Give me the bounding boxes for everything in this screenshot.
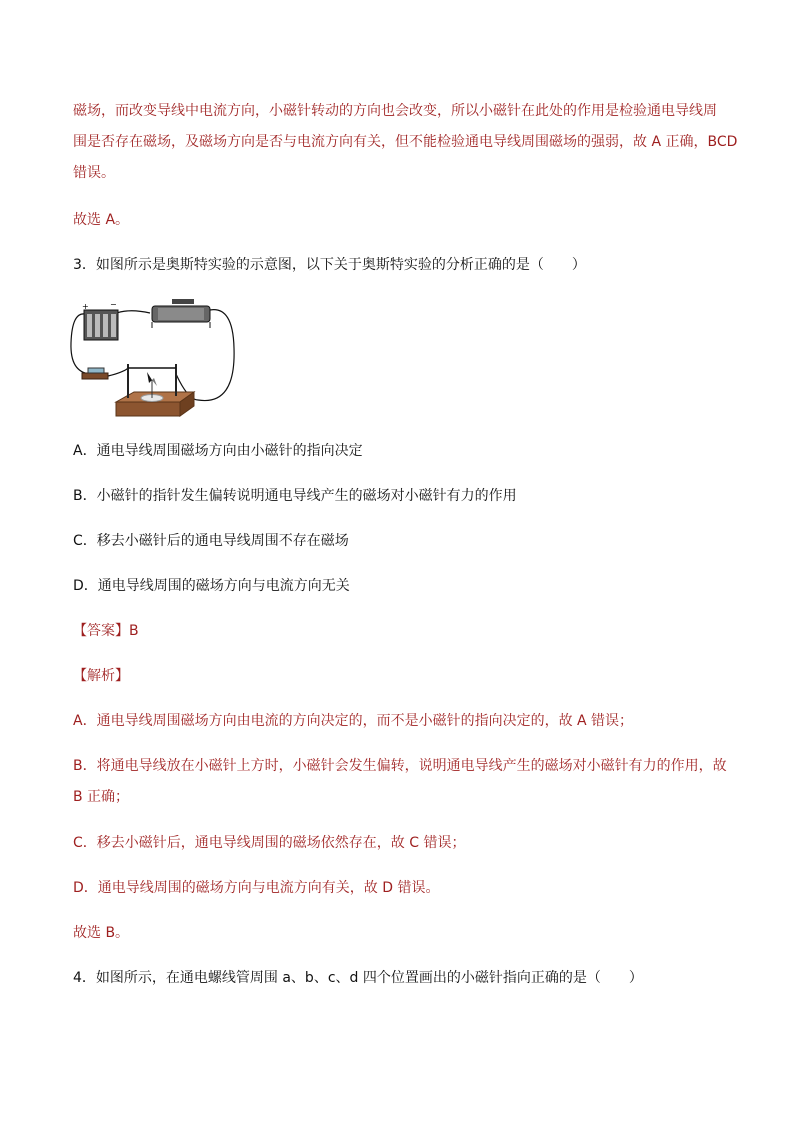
analysis-line-b-cont: B 正确； [73, 789, 130, 805]
prev-solution-line: 错误。 [73, 165, 115, 181]
wire-top [114, 311, 150, 314]
analysis-line-b: B．将通电导线放在小磁针上方时，小磁针会发生偏转，说明通电导线产生的磁场对小磁针有力的作用，故 [73, 758, 727, 774]
question-3-stem: 3．如图所示是奥斯特实验的示意图，以下关于奥斯特实验的分析正确的是（ ） [73, 257, 586, 273]
prev-solution-line: 磁场，而改变导线中电流方向，小磁针转动的方向也会改变，所以小磁针在此处的作用是检验通电导线周 [73, 103, 717, 119]
answer-label: 【答案】 [73, 623, 129, 639]
answer-line [73, 624, 139, 638]
q3-conclusion: 故选 B。 [73, 925, 130, 941]
prev-solution-line: 围是否存在磁场，及磁场方向是否与电流方向有关，但不能检验通电导线周围磁场的强弱，故 A 正确，BCD [73, 134, 738, 150]
battery [82, 300, 118, 340]
option-c: C．移去小磁针后的通电导线周围不存在磁场 [73, 533, 349, 549]
prev-conclusion: 故选 A。 [73, 212, 130, 228]
battery-minus-label: − [110, 300, 117, 309]
compass-needle [141, 372, 163, 402]
option-b: B．小磁针的指针发生偏转说明通电导线产生的磁场对小磁针有力的作用 [73, 488, 517, 504]
battery-plus-label: + [82, 302, 89, 311]
rheostat [152, 299, 210, 328]
wire-switch [108, 368, 128, 376]
option-d: D．通电导线周围的磁场方向与电流方向无关 [73, 578, 350, 594]
wire-right [176, 310, 234, 401]
option-a: A．通电导线周围磁场方向由小磁针的指向决定 [73, 443, 363, 459]
analysis-line-d: D．通电导线周围的磁场方向与电流方向有关，故 D 错误。 [73, 880, 440, 896]
analysis-label: 【解析】 [73, 668, 129, 684]
switch [82, 368, 108, 379]
answer-value: B [129, 623, 139, 639]
analysis-line-c: C．移去小磁针后，通电导线周围的磁场依然存在，故 C 错误； [73, 835, 466, 851]
analysis-line-a: A．通电导线周围磁场方向由电流的方向决定的，而不是小磁针的指向决定的，故 A 错误； [73, 713, 634, 729]
question-4-stem: 4．如图所示，在通电螺线管周围 a、b、c、d 四个位置画出的小磁针指向正确的是（ ） [73, 970, 643, 986]
oersted-experiment-figure [68, 288, 238, 420]
